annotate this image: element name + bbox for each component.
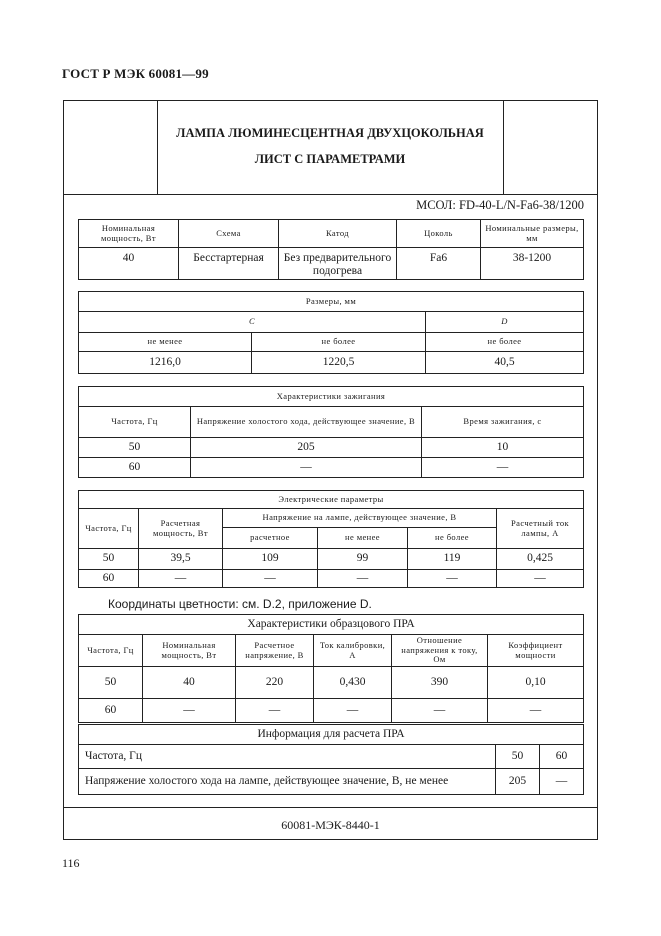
standard-title: ГОСТ Р МЭК 60081—99 xyxy=(62,66,209,81)
electrical-voltage-rated-header: расчетное xyxy=(223,528,318,549)
calc-frequency-50: 50 xyxy=(496,745,540,769)
electrical-50-power: 39,5 xyxy=(139,549,223,570)
calc-frequency-60: 60 xyxy=(540,745,584,769)
header-nominal-power: Номинальная мощность, Вт xyxy=(79,220,179,248)
ballast-60-power-factor: — xyxy=(488,699,584,723)
title-bottom-rule xyxy=(63,194,598,195)
ballast-title: Характеристики образцового ПРА xyxy=(79,615,584,635)
ballast-calc-table xyxy=(78,724,584,795)
electrical-header-frequency: Частота, Гц xyxy=(79,509,139,549)
ballast-header-calibration-current: Ток калибровки, А xyxy=(314,635,392,667)
electrical-50-current: 0,425 xyxy=(497,549,584,570)
ignition-60-time: — xyxy=(422,458,584,478)
calc-frequency-label: Частота, Гц xyxy=(79,745,496,769)
electrical-60-voltage-max: — xyxy=(408,570,497,588)
ignition-header-frequency: Частота, Гц xyxy=(79,407,191,438)
electrical-header-voltage: Напряжение на лампе, действующее значение, В xyxy=(223,509,497,528)
electrical-header-power: Расчетная мощность, Вт xyxy=(139,509,223,549)
lamp-designation: МСОЛ: FD-40-L/N-Fa6-38/1200 xyxy=(416,198,584,212)
ignition-table xyxy=(78,386,584,478)
value-nominal-power: 40 xyxy=(79,248,179,280)
electrical-60-frequency: 60 xyxy=(79,570,139,588)
ballast-header-frequency: Частота, Гц xyxy=(79,635,143,667)
ballast-60-frequency: 60 xyxy=(79,699,143,723)
chromaticity-note: Координаты цветности: см. D.2, приложение D. xyxy=(108,597,372,611)
ignition-50-time: 10 xyxy=(422,438,584,458)
calc-open-voltage-label: Напряжение холостого хода на лампе, действующее значение, В, не менее xyxy=(79,769,496,795)
calc-open-voltage-50: 205 xyxy=(496,769,540,795)
electrical-60-voltage-rated: — xyxy=(223,570,318,588)
ballast-header-power: Номинальная мощность, Вт xyxy=(143,635,236,667)
general-table xyxy=(78,219,584,280)
ignition-50-frequency: 50 xyxy=(79,438,191,458)
ignition-60-voltage: — xyxy=(191,458,422,478)
sheet-title: ЛИСТ С ПАРАМЕТРАМИ xyxy=(254,152,406,166)
ballast-50-voltage: 220 xyxy=(236,667,314,699)
value-cathode: Без предварительного подогрева xyxy=(279,248,397,280)
dimensions-table xyxy=(78,291,584,374)
electrical-50-frequency: 50 xyxy=(79,549,139,570)
ignition-50-voltage: 205 xyxy=(191,438,422,458)
ballast-header-power-factor: Коэффициент мощности xyxy=(488,635,584,667)
ballast-50-impedance: 390 xyxy=(392,667,488,699)
electrical-60-current: — xyxy=(497,570,584,588)
electrical-50-voltage-min: 99 xyxy=(318,549,408,570)
dimensions-title: Размеры, мм xyxy=(79,292,584,312)
ballast-50-power-factor: 0,10 xyxy=(488,667,584,699)
dimension-c-header: C xyxy=(79,312,426,333)
electrical-table xyxy=(78,490,584,588)
ballast-60-power: — xyxy=(143,699,236,723)
ballast-60-calibration-current: — xyxy=(314,699,392,723)
dimension-c-min-header: не менее xyxy=(79,333,252,352)
page-number: 116 xyxy=(62,856,80,870)
ignition-header-time: Время зажигания, с xyxy=(422,407,584,438)
header-scheme: Схема xyxy=(179,220,279,248)
electrical-60-voltage-min: — xyxy=(318,570,408,588)
header-nominal-size: Номинальные размеры, мм xyxy=(481,220,584,248)
title-left-divider xyxy=(157,100,158,194)
sheet-code: 60081-МЭК-8440-1 xyxy=(281,818,380,832)
value-nominal-size: 38-1200 xyxy=(481,248,584,280)
electrical-60-power: — xyxy=(139,570,223,588)
ballast-60-impedance: — xyxy=(392,699,488,723)
lamp-type-title: ЛАМПА ЛЮМИНЕСЦЕНТНАЯ ДВУХЦОКОЛЬНАЯ xyxy=(176,126,484,140)
dimension-c-min: 1216,0 xyxy=(79,352,252,374)
dimension-c-max: 1220,5 xyxy=(252,352,426,374)
header-cap: Цоколь xyxy=(397,220,481,248)
ballast-60-voltage: — xyxy=(236,699,314,723)
calc-open-voltage-60: — xyxy=(540,769,584,795)
ballast-50-power: 40 xyxy=(143,667,236,699)
value-cap: Fa6 xyxy=(397,248,481,280)
header-cathode: Катод xyxy=(279,220,397,248)
ballast-header-voltage: Расчетное напряжение, В xyxy=(236,635,314,667)
ballast-50-calibration-current: 0,430 xyxy=(314,667,392,699)
electrical-header-current: Расчетный ток лампы, А xyxy=(497,509,584,549)
title-right-divider xyxy=(503,100,504,194)
footer-top-rule xyxy=(63,807,598,808)
dimension-d-max: 40,5 xyxy=(426,352,584,374)
electrical-50-voltage-max: 119 xyxy=(408,549,497,570)
dimension-d-header: D xyxy=(426,312,584,333)
ignition-header-open-voltage: Напряжение холостого хода, действующее значение, В xyxy=(191,407,422,438)
dimension-c-max-header: не более xyxy=(252,333,426,352)
dimension-d-max-header: не более xyxy=(426,333,584,352)
ignition-title: Характеристики зажигания xyxy=(79,387,584,407)
ignition-60-frequency: 60 xyxy=(79,458,191,478)
electrical-voltage-max-header: не более xyxy=(408,528,497,549)
ballast-header-impedance: Отношение напряжения к току, Ом xyxy=(392,635,488,667)
ballast-50-frequency: 50 xyxy=(79,667,143,699)
electrical-50-voltage-rated: 109 xyxy=(223,549,318,570)
ballast-table xyxy=(78,614,584,723)
electrical-voltage-min-header: не менее xyxy=(318,528,408,549)
value-scheme: Бесстартерная xyxy=(179,248,279,280)
ballast-calc-title: Информация для расчета ПРА xyxy=(79,725,584,745)
electrical-title: Электрические параметры xyxy=(79,491,584,509)
